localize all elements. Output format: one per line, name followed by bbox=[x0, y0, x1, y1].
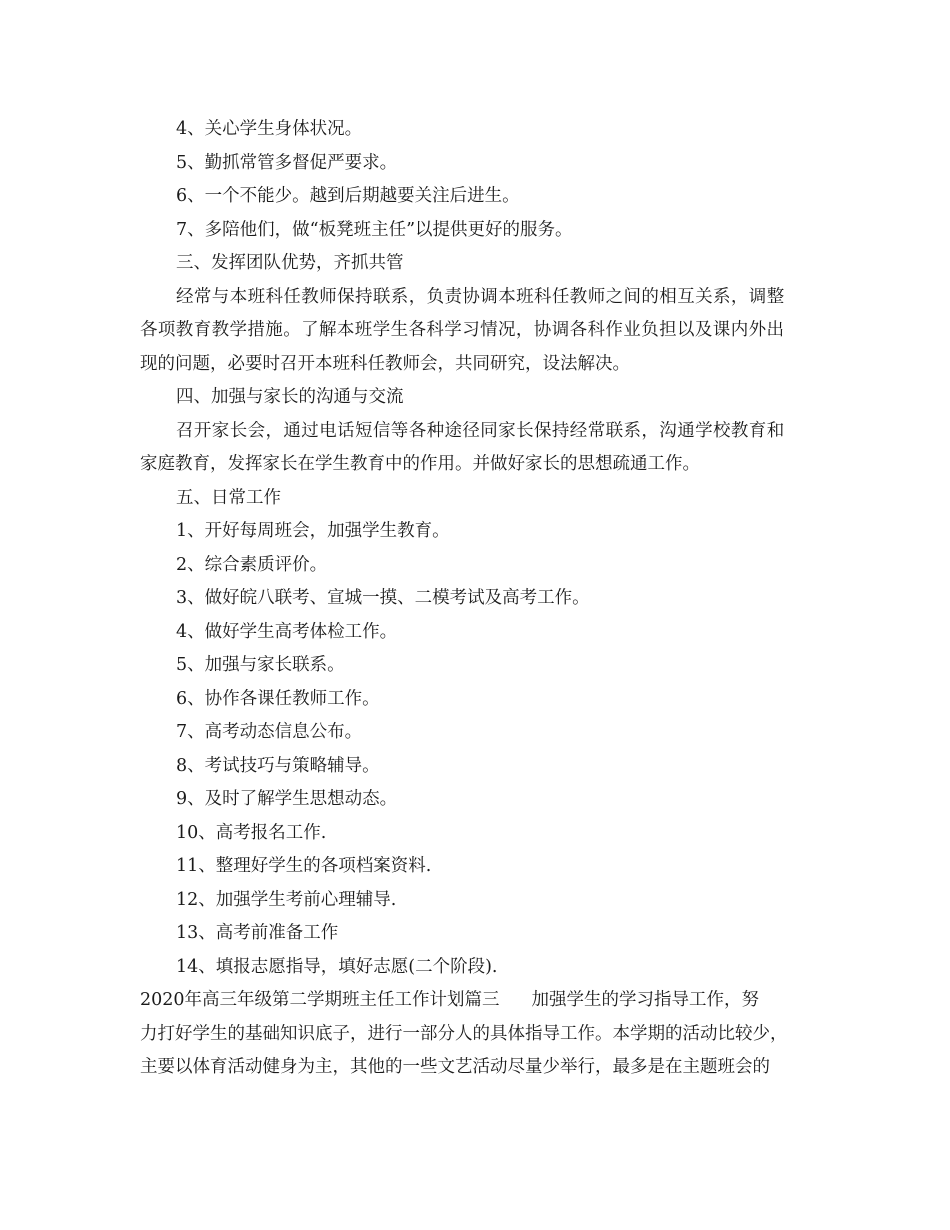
list-item: 5、加强与家长联系。 bbox=[176, 655, 345, 675]
list-item: 5、勤抓常管多督促严要求。 bbox=[176, 152, 398, 173]
list-item: 12、加强学生考前心理辅导. bbox=[176, 889, 397, 910]
list-item: 7、高考动态信息公布。 bbox=[176, 722, 363, 742]
list-item: 4、做好学生高考体检工作。 bbox=[176, 621, 398, 642]
paragraph-line: 经常与本班科任教师保持联系，负责协调本班科任教师之间的相互关系，调整 bbox=[176, 286, 785, 307]
list-item: 10、高考报名工作. bbox=[176, 822, 327, 843]
paragraph-line: 现的问题，必要时召开本班科任教师会，共同研究，设法解决。 bbox=[140, 353, 630, 374]
list-item: 4、关心学生身体状况。 bbox=[176, 119, 363, 139]
paragraph-start: 加强学生的学习指导工作，努 bbox=[531, 990, 760, 1010]
list-item: 11、整理好学生的各项档案资料. bbox=[176, 856, 432, 876]
document-body bbox=[140, 113, 830, 1085]
paragraph-line bbox=[140, 984, 830, 1018]
paragraph-line: 召开家长会，通过电话短信等各种途径同家长保持经常联系，沟通学校教育和 bbox=[176, 420, 785, 441]
list-item: 7、多陪他们，做“板凳班主任”以提供更好的服务。 bbox=[176, 219, 573, 240]
list-item: 8、考试技巧与策略辅导。 bbox=[176, 755, 380, 776]
list-item: 3、做好皖八联考、宣城一摸、二模考试及高考工作。 bbox=[176, 588, 590, 608]
section-heading: 五、日常工作 bbox=[176, 487, 281, 508]
paragraph-line: 主要以体育活动健身为主，其他的一些文艺活动尽量少举行，最多是在主题班会的 bbox=[140, 1057, 770, 1077]
list-item: 9、及时了解学生思想动态。 bbox=[176, 789, 398, 809]
list-item: 2、综合素质评价。 bbox=[176, 554, 328, 575]
section-heading: 四、加强与家长的沟通与交流 bbox=[176, 387, 404, 407]
paragraph-line: 各项教育教学措施。了解本班学生各科学习情况，协调各科作业负担以及课内外出 bbox=[140, 320, 785, 340]
list-item: 6、一个不能少。越到后期越要关注后进生。 bbox=[176, 186, 520, 206]
list-item: 1、开好每周班会，加强学生教育。 bbox=[176, 521, 450, 541]
paragraph-line: 家庭教育，发挥家长在学生教育中的作用。并做好家长的思想疏通工作。 bbox=[140, 454, 700, 474]
list-item: 6、协作各课任教师工作。 bbox=[176, 688, 380, 709]
article-title: 2020年高三年级第二学期班主任工作计划篇三 bbox=[140, 990, 500, 1010]
list-item: 13、高考前准备工作 bbox=[176, 923, 339, 943]
paragraph-line: 力打好学生的基础知识底子，进行一部分人的具体指导工作。本学期的活动比较少， bbox=[140, 1023, 788, 1044]
section-heading: 三、发挥团队优势，齐抓共管 bbox=[176, 253, 404, 273]
list-item: 14、填报志愿指导，填好志愿(二个阶段). bbox=[176, 956, 498, 977]
